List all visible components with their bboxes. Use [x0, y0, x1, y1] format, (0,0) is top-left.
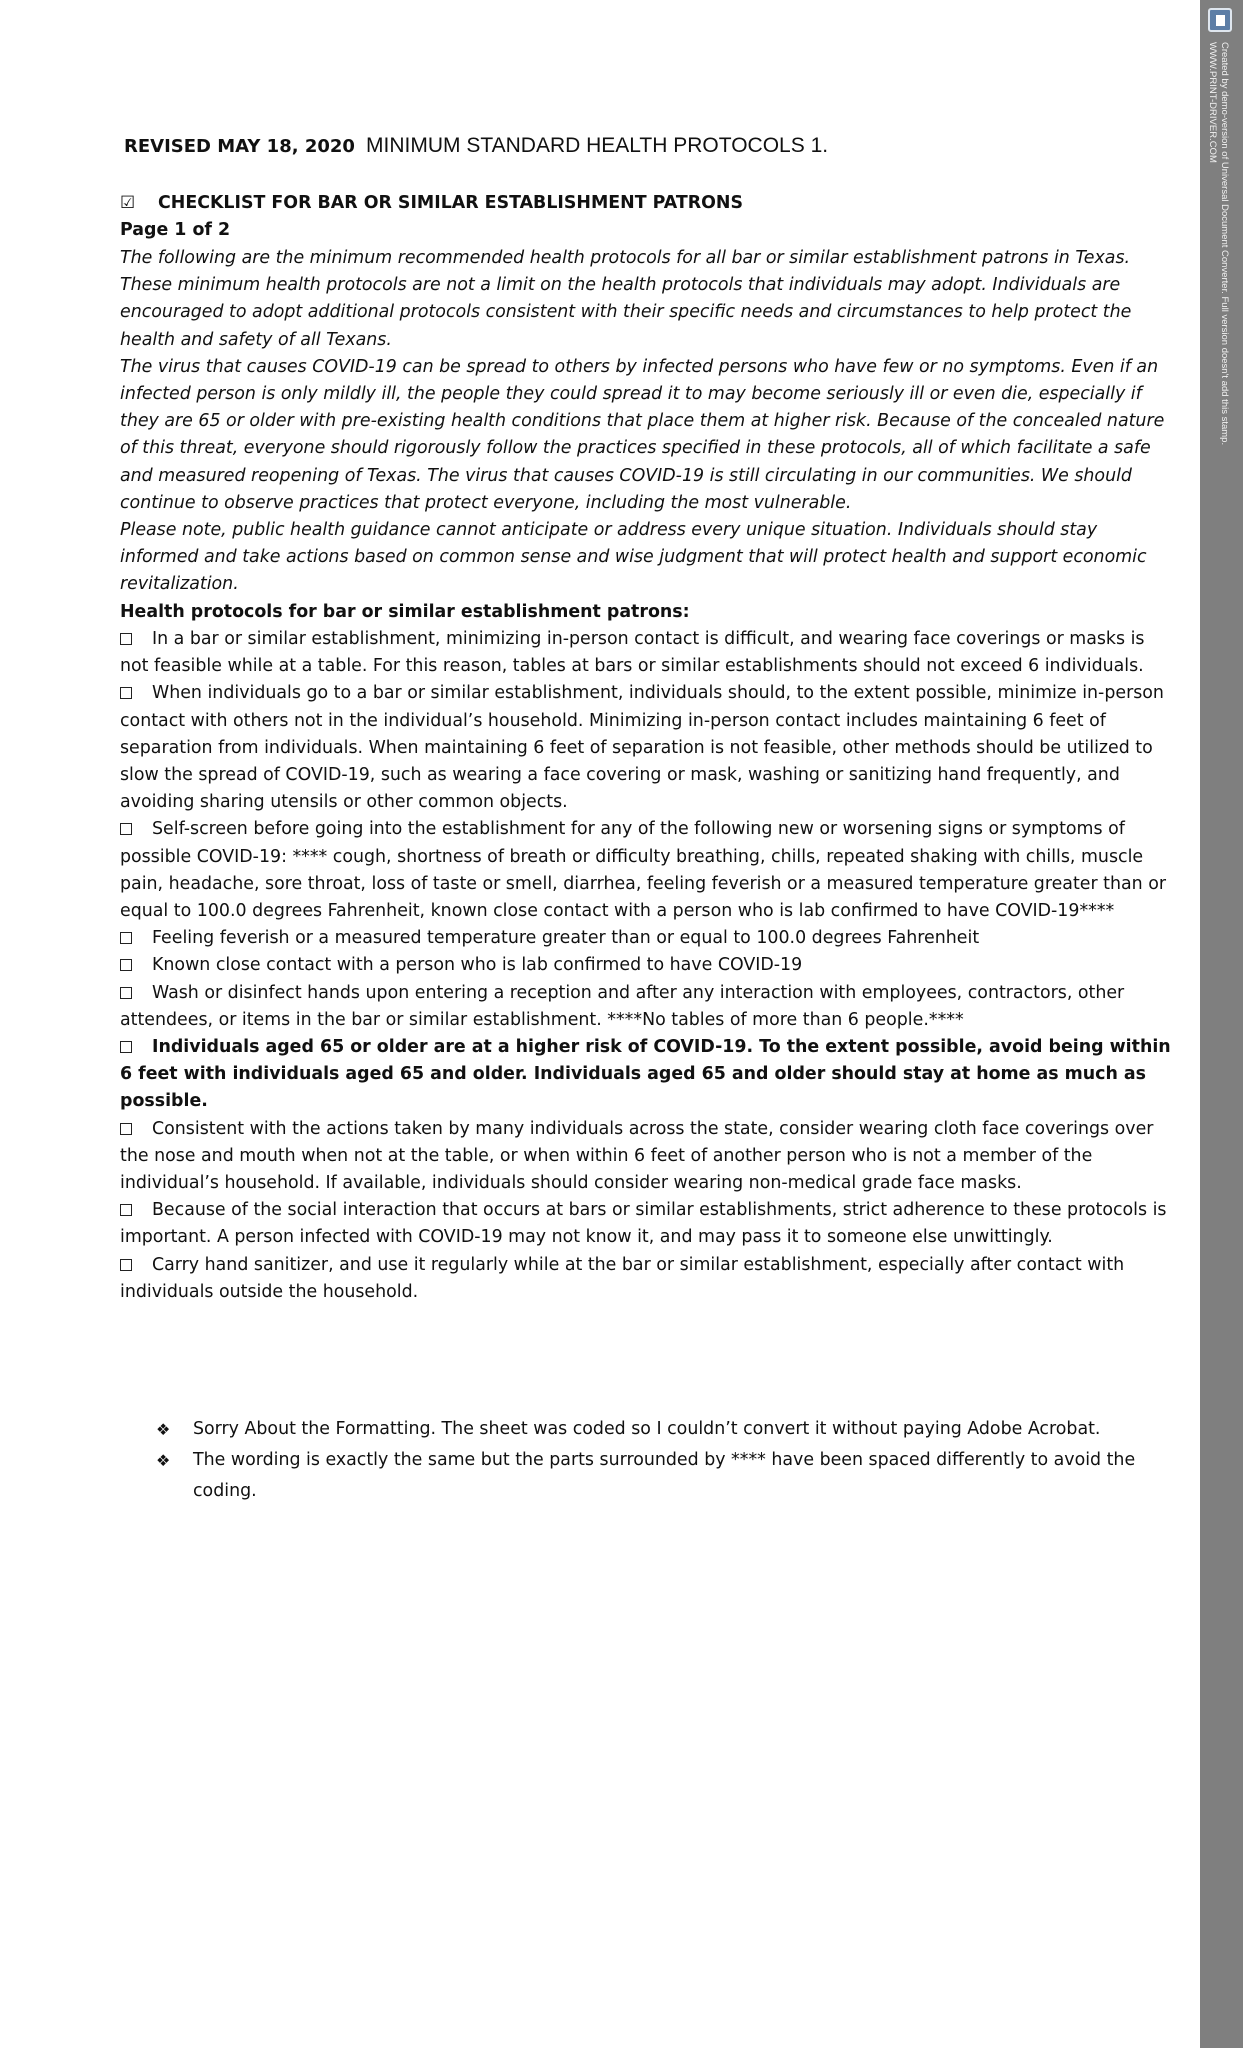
checkbox-icon	[120, 1259, 132, 1271]
checklist-item-text: Feeling feverish or a measured temperature greater than or equal to 100.0 degrees Fahrenheit	[152, 928, 980, 949]
checked-box-icon: ☑	[120, 193, 136, 213]
checklist-item	[120, 980, 1172, 1034]
protocols-heading: Health protocols for bar or similar establishment patrons:	[120, 602, 690, 622]
checklist-item	[120, 1116, 1172, 1198]
intro-paragraph: The following are the minimum recommended health protocols for all bar or similar establishment patrons in Texas. These minimum health protocols are not a limit on the health protocols that individuals may adopt. Individuals are encouraged to adopt additional protocols consistent with their specific needs and circumstances to help protect the health and safety of all Texans.	[120, 248, 1132, 350]
checklist-item	[120, 1197, 1172, 1251]
checkbox-icon	[120, 687, 132, 699]
checklist-title: CHECKLIST FOR BAR OR SIMILAR ESTABLISHMENT PATRONS	[158, 193, 743, 213]
notes-list	[156, 1414, 1156, 1507]
stamp-url: WWW.PRINT-DRIVER.COM	[1207, 42, 1218, 163]
checkbox-icon	[120, 1123, 132, 1135]
diamond-bullet-icon: ❖	[156, 1451, 171, 1470]
diamond-bullet-icon: ❖	[156, 1420, 171, 1439]
page-number: Page 1 of 2	[120, 220, 231, 240]
checklist-item	[120, 1252, 1172, 1306]
document-header	[124, 134, 828, 158]
document-title: MINIMUM STANDARD HEALTH PROTOCOLS 1.	[366, 134, 829, 157]
checkbox-icon	[120, 987, 132, 999]
intro-paragraph: Please note, public health guidance cannot anticipate or address every unique situation. Individuals should stay informed and take actions based on common sense and wise judgment that will protect health and support economic revitalization.	[120, 520, 1147, 595]
converter-stamp-text	[1206, 42, 1230, 445]
checklist-item	[120, 1034, 1172, 1116]
checkbox-icon	[120, 823, 132, 835]
note-item	[156, 1414, 1156, 1445]
note-text: The wording is exactly the same but the parts surrounded by **** have been spaced differently to avoid the coding.	[193, 1450, 1136, 1501]
checklist-item-text: Individuals aged 65 or older are at a higher risk of COVID-19. To the extent possible, avoid being within 6 feet with individuals aged 65 and older. Individuals aged 65 and older should stay at home as much as possible.	[120, 1037, 1171, 1112]
checkbox-icon	[120, 1041, 132, 1053]
protocol-checklist	[120, 626, 1172, 1306]
checkbox-icon	[120, 932, 132, 944]
checklist-item	[120, 816, 1172, 925]
checklist-item-text: Carry hand sanitizer, and use it regularly while at the bar or similar establishment, especially after contact with individuals outside the household.	[120, 1254, 1125, 1302]
checklist-item	[120, 626, 1172, 680]
stamp-line: Created by demo-version of Universal Document Converter. Full version doesn't add this stamp.	[1219, 42, 1230, 446]
checklist-item-text: Consistent with the actions taken by many individuals across the state, consider wearing cloth face coverings over the nose and mouth when not at the table, or when within 6 feet of another person who is not a member of the individual’s household. If available, individuals should consider wearing non-medical grade face masks.	[120, 1118, 1154, 1194]
checklist-item-text: Self-screen before going into the establishment for any of the following new or worsening signs or symptoms of possible COVID-19: **** cough, shortness of breath or difficulty breathing, chills, repeated shaking with chills, muscle pain, headache, sore throat, loss of taste or smell, diarrhea, feeling feverish or a measured temperature greater than or equal to 100.0 degrees Fahrenheit, known close contact with a person who is lab confirmed to have COVID-19****	[120, 819, 1167, 922]
revised-date: REVISED MAY 18, 2020	[124, 136, 355, 157]
converter-stamp-bar	[1200, 0, 1243, 2048]
checklist-item-text: Because of the social interaction that occurs at bars or similar establishments, strict adherence to these protocols is important. A person infected with COVID-19 may not know it, and may pass it to someone else unwittingly.	[120, 1200, 1167, 1248]
checklist-item	[120, 680, 1172, 816]
checkbox-icon	[120, 633, 132, 645]
checklist-title-line	[120, 190, 1172, 217]
intro-section	[120, 245, 1172, 599]
checklist-item-text: When individuals go to a bar or similar establishment, individuals should, to the extent possible, minimize in-person contact with others not in the individual’s household. Minimizing in-person contact includes maintaining 6 feet of separation from individuals. When maintaining 6 feet of separation is not feasible, other methods should be utilized to slow the spread of COVID-19, such as wearing a face covering or mask, washing or sanitizing hand frequently, and avoiding sharing utensils or other common objects.	[120, 683, 1164, 813]
checklist-item	[120, 952, 1172, 979]
checkbox-icon	[120, 959, 132, 971]
converter-logo-icon	[1208, 8, 1232, 32]
note-text: Sorry About the Formatting. The sheet was coded so I couldn’t convert it without paying Adobe Acrobat.	[193, 1419, 1101, 1439]
checklist-item-text: Known close contact with a person who is lab confirmed to have COVID-19	[152, 955, 803, 976]
checklist-item	[120, 925, 1172, 952]
intro-paragraph: The virus that causes COVID-19 can be spread to others by infected persons who have few or no symptoms. Even if an infected person is only mildly ill, the people they could spread it to may become seriously ill or even die, especially if they are 65 or older with pre-existing health conditions that place them at higher risk. Because of the concealed nature of this threat, everyone should rigorously follow the practices specified in these protocols, all of which facilitate a safe and measured reopening of Texas. The virus that causes COVID-19 is still circulating in our communities. We should continue to observe practices that protect everyone, including the most vulnerable.	[120, 356, 1165, 513]
checklist-item-text: In a bar or similar establishment, minimizing in-person contact is difficult, and wearing face coverings or masks is not feasible while at a table. For this reason, tables at bars or similar establishments should not exceed 6 individuals.	[120, 629, 1145, 677]
checkbox-icon	[120, 1204, 132, 1216]
note-item	[156, 1445, 1156, 1507]
checklist-item-text: Wash or disinfect hands upon entering a reception and after any interaction with employees, contractors, other attendees, or items in the bar or similar establishment. ****No tables of more than 6 people.****	[120, 982, 1125, 1030]
